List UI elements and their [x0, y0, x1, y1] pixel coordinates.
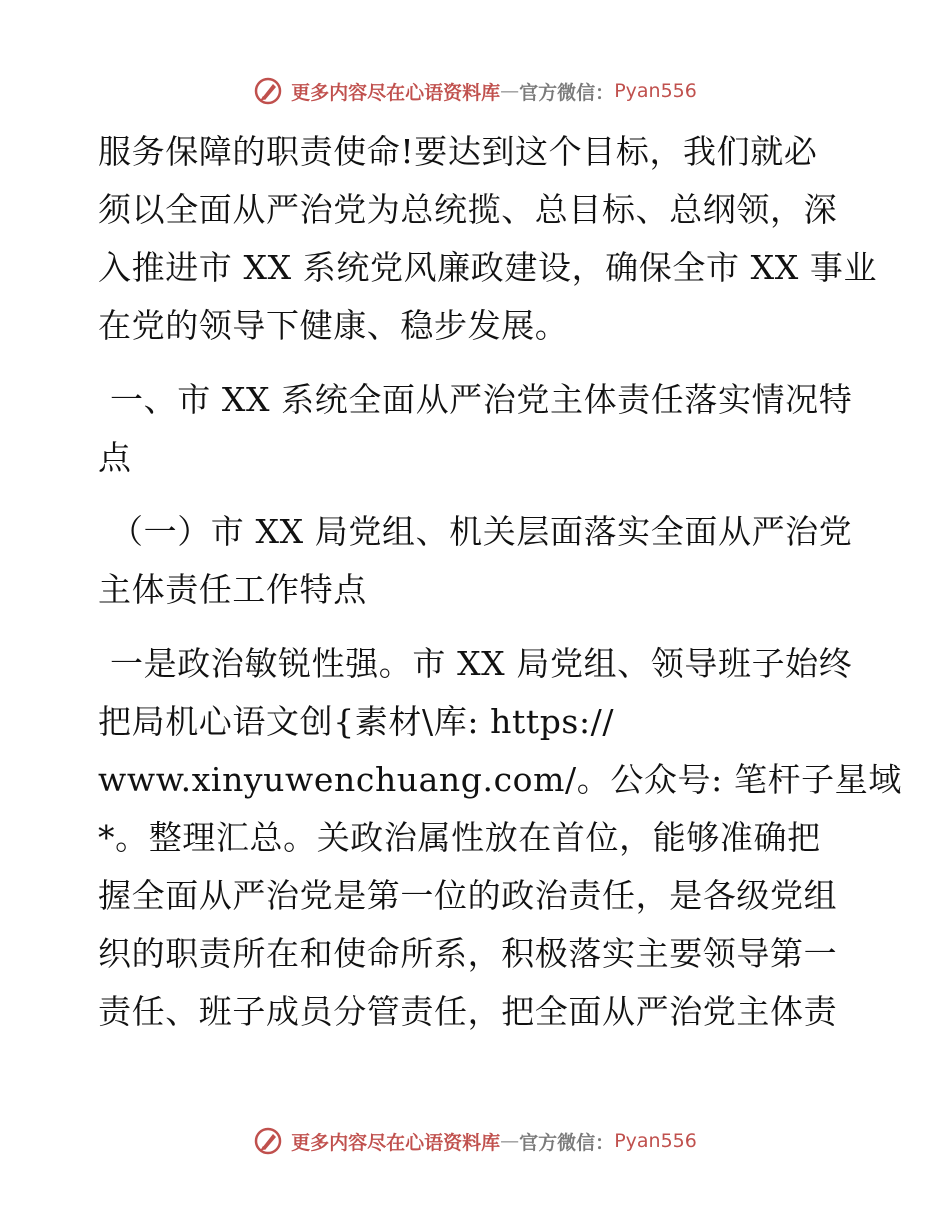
section-heading [98, 371, 858, 487]
text-line: 织的职责所在和使命所系，积极落实主要领导第一 [98, 934, 838, 973]
footer-banner [0, 1121, 950, 1161]
logo-icon [253, 76, 283, 106]
banner-dash: — [500, 1130, 520, 1152]
paragraph-body [98, 635, 902, 1041]
subsection-heading [98, 503, 858, 619]
text-line: 在党的领导下健康、稳步发展。 [98, 306, 569, 345]
document-body [98, 123, 902, 1041]
heading-line: 一、市 XX 系统全面从严治党主体责任落实情况特 [110, 380, 853, 419]
text-line: 把局机心语文创{素材\库: https:// [98, 702, 615, 741]
paragraph-intro [98, 123, 878, 355]
text-line: 须以全面从严治党为总统揽、总目标、总纲领，深 [98, 190, 838, 229]
banner-contact-label: 官方微信： [519, 1131, 615, 1154]
text-line: *。整理汇总。关政治属性放在首位，能够准确把 [98, 818, 821, 857]
banner-main-text: 更多内容尽在心语资料库 [291, 81, 501, 104]
text-line: 入推进市 XX 系统党风廉政建设，确保全市 XX 事业 [98, 248, 878, 287]
banner-contact-label: 官方微信： [519, 81, 615, 104]
text-line: 责任、班子成员分管责任，把全面从严治党主体责 [98, 992, 838, 1031]
banner-main-text: 更多内容尽在心语资料库 [291, 1131, 501, 1154]
heading-line: （一）市 XX 局党组、机关层面落实全面从严治党 [110, 512, 853, 551]
banner-dash: — [500, 80, 520, 102]
text-line: www.xinyuwenchuang.com/。公众号: 笔杆子星域 [98, 760, 902, 799]
header-banner [0, 71, 950, 111]
heading-line: 点 [98, 438, 132, 477]
text-line: 服务保障的职责使命!要达到这个目标，我们就必 [98, 132, 818, 171]
banner-contact-id: Pyan556 [614, 80, 697, 102]
logo-icon [253, 1126, 283, 1156]
banner-contact-id: Pyan556 [614, 1130, 697, 1152]
text-line: 握全面从严治党是第一位的政治责任，是各级党组 [98, 876, 838, 915]
heading-line: 主体责任工作特点 [98, 570, 367, 609]
text-line: 一是政治敏锐性强。市 XX 局党组、领导班子始终 [110, 644, 853, 683]
